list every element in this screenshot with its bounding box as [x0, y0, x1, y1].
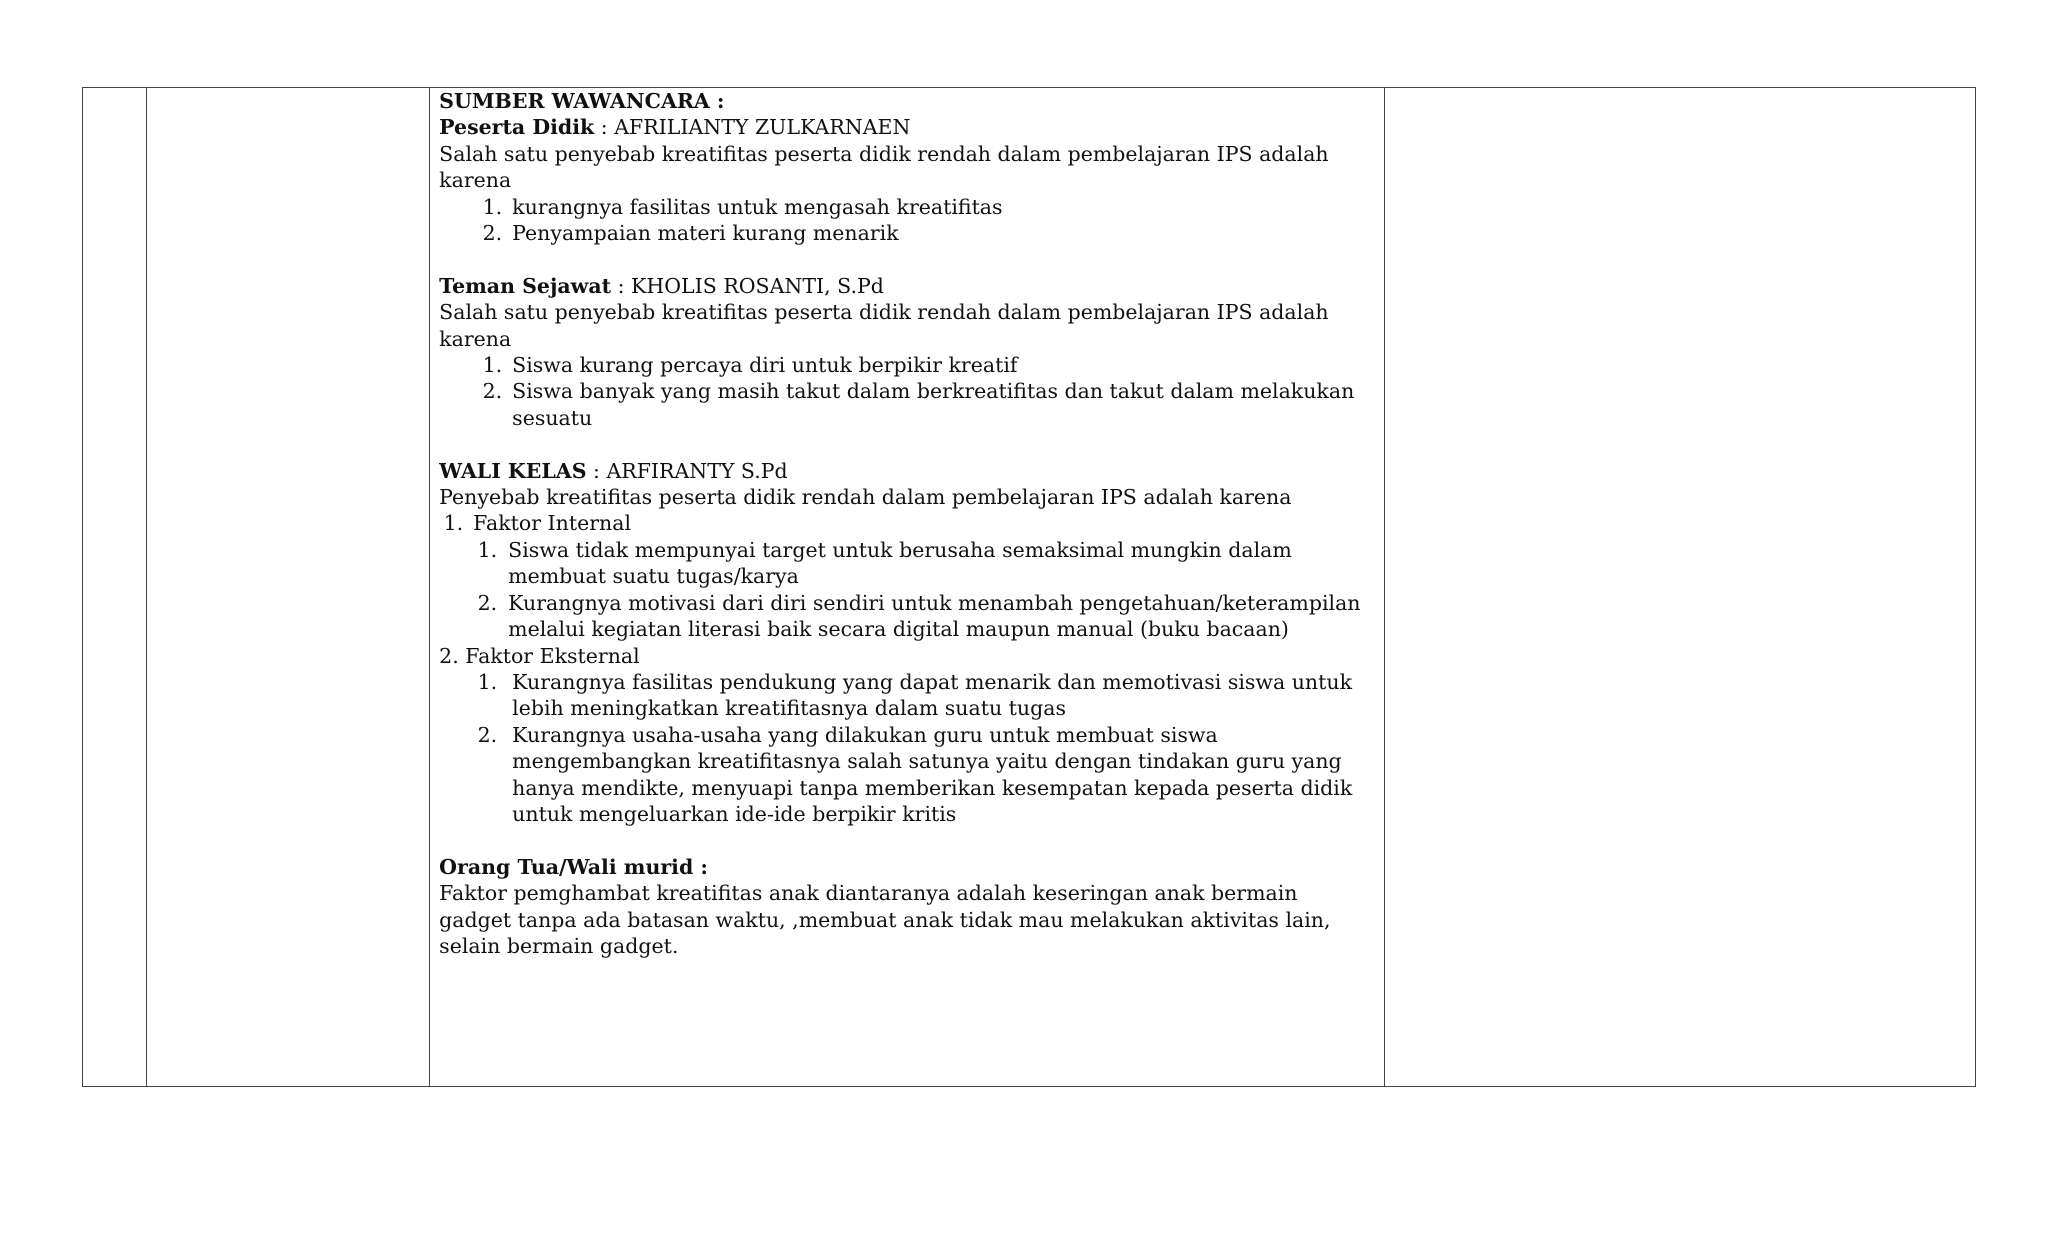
interview-cell: [430, 88, 1385, 1087]
notes-cell: [1384, 88, 1975, 1087]
interview-content: [430, 88, 1384, 959]
student-label: Peserta Didik: [439, 115, 595, 140]
homeroom-intro: Penyebab kreatifitas peserta didik rendah dalam pembelajaran IPS adalah karena: [439, 485, 1292, 510]
external-factor-heading: 2. Faktor Eksternal: [439, 643, 640, 668]
list-number: 1.: [443, 511, 464, 536]
list-number: 1.: [482, 194, 503, 219]
separator: :: [594, 115, 615, 140]
internal-factor-list: [439, 537, 1376, 643]
parent-label: Orang Tua/Wali murid :: [439, 854, 708, 879]
homeroom-name: ARFIRANTY S.Pd: [606, 458, 788, 483]
number-cell: [83, 88, 147, 1087]
list-item: [439, 510, 1376, 536]
list-item: [439, 537, 1376, 590]
peer-intro: Salah satu penyebab kreatifitas peserta didik rendah dalam pembelajaran IPS adalah karena: [439, 300, 1329, 351]
aspect-cell: [147, 88, 430, 1087]
separator: :: [586, 458, 607, 483]
list-item: [439, 194, 1376, 220]
homeroom-label: WALI KELAS: [439, 458, 587, 483]
list-number: 2.: [477, 590, 498, 615]
list-number: 2.: [477, 722, 498, 747]
list-number: 2.: [482, 379, 503, 404]
peer-label: Teman Sejawat: [439, 273, 612, 298]
student-source-line: [439, 114, 1376, 140]
external-factor-list: [439, 669, 1376, 827]
peer-name: KHOLIS ROSANTI, S.Pd: [631, 273, 884, 298]
list-text: Siswa kurang percaya diri untuk berpikir kreatif: [512, 353, 1018, 378]
list-number: 1.: [482, 353, 503, 378]
list-item: [439, 669, 1376, 722]
list-number: 1.: [477, 537, 498, 562]
list-text: Faktor Internal: [473, 511, 631, 536]
student-list: [439, 194, 1376, 247]
list-text: Kurangnya motivasi dari diri sendiri untuk menambah pengetahuan/keterampilan melalui kegiatan literasi baik secara digital maupun manual (buku bacaan): [508, 590, 1361, 642]
internal-factor-heading: [439, 510, 1376, 536]
list-text: Kurangnya fasilitas pendukung yang dapat menarik dan memotivasi siswa untuk lebih meningkatkan kreatifitasnya dalam suatu tugas: [512, 669, 1352, 721]
list-number: 1.: [477, 669, 498, 694]
student-name: AFRILIANTY ZULKARNAEN: [614, 115, 911, 140]
homeroom-source-line: [439, 458, 1376, 484]
interview-table: [82, 87, 1976, 1087]
list-item: [439, 722, 1376, 828]
list-item: [439, 590, 1376, 643]
list-text: Siswa banyak yang masih takut dalam berkreatifitas dan takut dalam melakukan sesuatu: [512, 379, 1355, 430]
list-text: kurangnya fasilitas untuk mengasah kreatifitas: [512, 194, 1003, 219]
student-intro: Salah satu penyebab kreatifitas peserta didik rendah dalam pembelajaran IPS adalah karena: [439, 141, 1329, 193]
list-item: [439, 352, 1376, 378]
peer-source-line: [439, 273, 1376, 299]
peer-list: [439, 352, 1376, 431]
list-text: Kurangnya usaha-usaha yang dilakukan guru untuk membuat siswa mengembangkan kreatifitasnya salah satunya yaitu dengan tindakan guru yang hanya mendikte, menyuapi tanpa memberikan kesempatan kepada peserta didik untuk mengeluarkan ide-ide berpikir kritis: [512, 722, 1353, 826]
table-row: [83, 88, 1976, 1087]
spacer: [439, 827, 1376, 853]
list-item: [439, 378, 1376, 431]
parent-text: Faktor pemghambat kreatifitas anak diantaranya adalah keseringan anak bermain gadget tanpa ada batasan waktu, ,membuat anak tidak mau melakukan aktivitas lain, selain bermain gadget.: [439, 881, 1331, 958]
spacer: [439, 246, 1376, 272]
list-text: Siswa tidak mempunyai target untuk berusaha semaksimal mungkin dalam membuat suatu tugas/karya: [508, 537, 1292, 589]
separator: :: [611, 273, 632, 298]
list-number: 2.: [482, 221, 503, 246]
spacer: [439, 431, 1376, 457]
list-item: [439, 220, 1376, 246]
list-text: Penyampaian materi kurang menarik: [512, 221, 899, 246]
interview-heading: SUMBER WAWANCARA :: [439, 89, 725, 113]
